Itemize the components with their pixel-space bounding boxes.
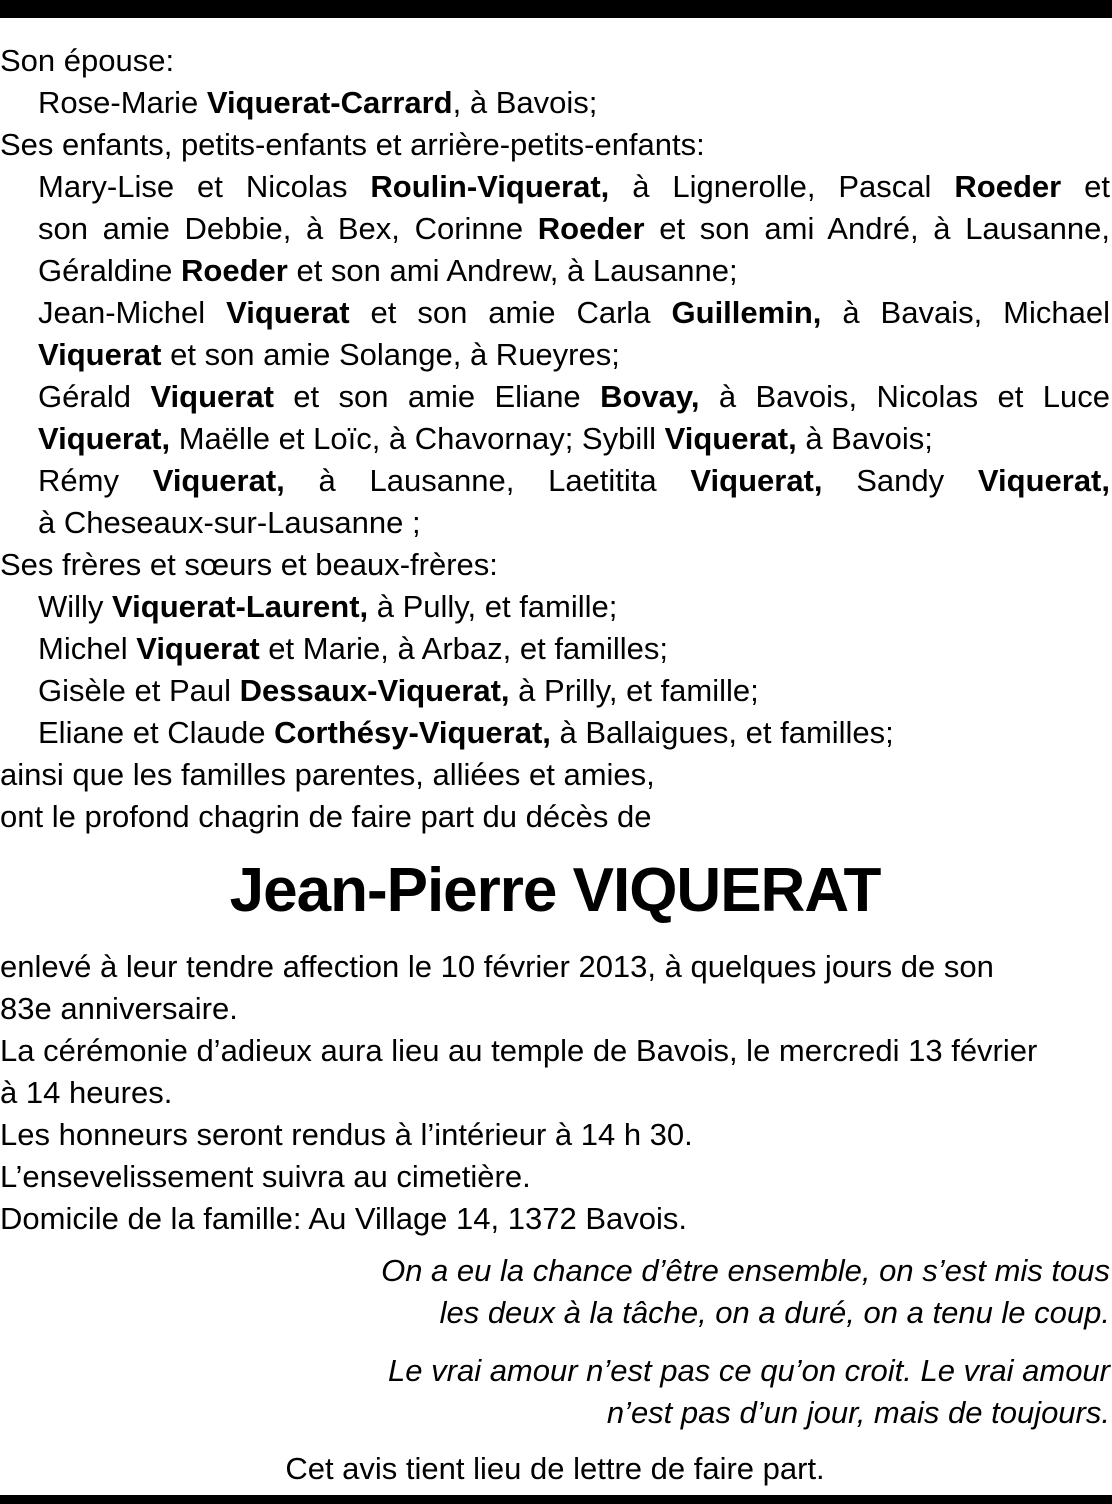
deceased-name: Jean-Pierre VIQUERAT [229, 856, 881, 925]
details-line: L’ensevelissement suivra au cimetière. [0, 1159, 531, 1194]
spouse-line: Rose-Marie Viquerat-Carrard, à Bavois; [38, 85, 598, 120]
section-heading-children: Ses enfants, petits-enfants et arrière-petits-enfants: [0, 127, 705, 162]
quote-2 [0, 1350, 1110, 1434]
details-line: enlevé à leur tendre affection le 10 février 2013, à quelques jours de son [0, 949, 994, 984]
footer-note: Cet avis tient lieu de lettre de faire part. [285, 1451, 825, 1486]
obituary-notice [0, 40, 1110, 1490]
children-line: Viquerat, Maëlle et Loïc, à Chavornay; Sybill Viquerat, à Bavois; [38, 421, 933, 456]
children-line: Jean-Michel Viquerat et son amie Carla Guillemin, à Bavais, Michael [38, 295, 1110, 330]
siblings-line: Michel Viquerat et Marie, à Arbaz, et familles; [38, 631, 669, 666]
section-heading-siblings: Ses frères et sœurs et beaux-frères: [0, 547, 498, 582]
children-line: Mary-Lise et Nicolas Roulin-Viquerat, à Lignerolle, Pascal Roeder et [38, 169, 1110, 204]
top-rule [0, 0, 1112, 18]
siblings-line: Gisèle et Paul Dessaux-Viquerat, à Prilly, et famille; [38, 673, 759, 708]
closing-line: ainsi que les familles parentes, alliées et amies, [0, 757, 655, 792]
children-line: Géraldine Roeder et son ami Andrew, à Lausanne; [38, 253, 738, 288]
children-line: Viquerat et son amie Solange, à Rueyres; [38, 337, 620, 372]
children-line: son amie Debbie, à Bex, Corinne Roeder et son ami André, à Lausanne, [38, 211, 1110, 246]
quote-line: les deux à la tâche, on a duré, on a tenu le coup. [439, 1295, 1110, 1330]
bottom-rule [0, 1495, 1112, 1504]
children-line: Gérald Viquerat et son amie Eliane Bovay, à Bavois, Nicolas et Luce [38, 379, 1110, 414]
closing-line: ont le profond chagrin de faire part du décès de [0, 799, 652, 834]
details-line: Domicile de la famille: Au Village 14, 1372 Bavois. [0, 1201, 687, 1236]
quote-line: On a eu la chance d’être ensemble, on s’est mis tous [381, 1253, 1110, 1288]
details-line: à 14 heures. [0, 1075, 173, 1110]
children-line: à Cheseaux-sur-Lausanne ; [38, 505, 421, 540]
details-line: Les honneurs seront rendus à l’intérieur à 14 h 30. [0, 1117, 693, 1152]
children-line: Rémy Viquerat, à Lausanne, Laetitita Viquerat, Sandy Viquerat, [38, 463, 1110, 498]
quote-line: Le vrai amour n’est pas ce qu’on croit. Le vrai amour [388, 1353, 1110, 1388]
details-line: 83e anniversaire. [0, 991, 238, 1026]
quote-1 [0, 1250, 1110, 1334]
quote-line: n’est pas d’un jour, mais de toujours. [606, 1395, 1110, 1430]
siblings-line: Willy Viquerat-Laurent, à Pully, et famille; [38, 589, 618, 624]
details-line: La cérémonie d’adieux aura lieu au temple de Bavois, le mercredi 13 février [0, 1033, 1038, 1068]
section-heading-spouse: Son épouse: [0, 43, 175, 78]
siblings-line: Eliane et Claude Corthésy-Viquerat, à Ballaigues, et familles; [38, 715, 894, 750]
